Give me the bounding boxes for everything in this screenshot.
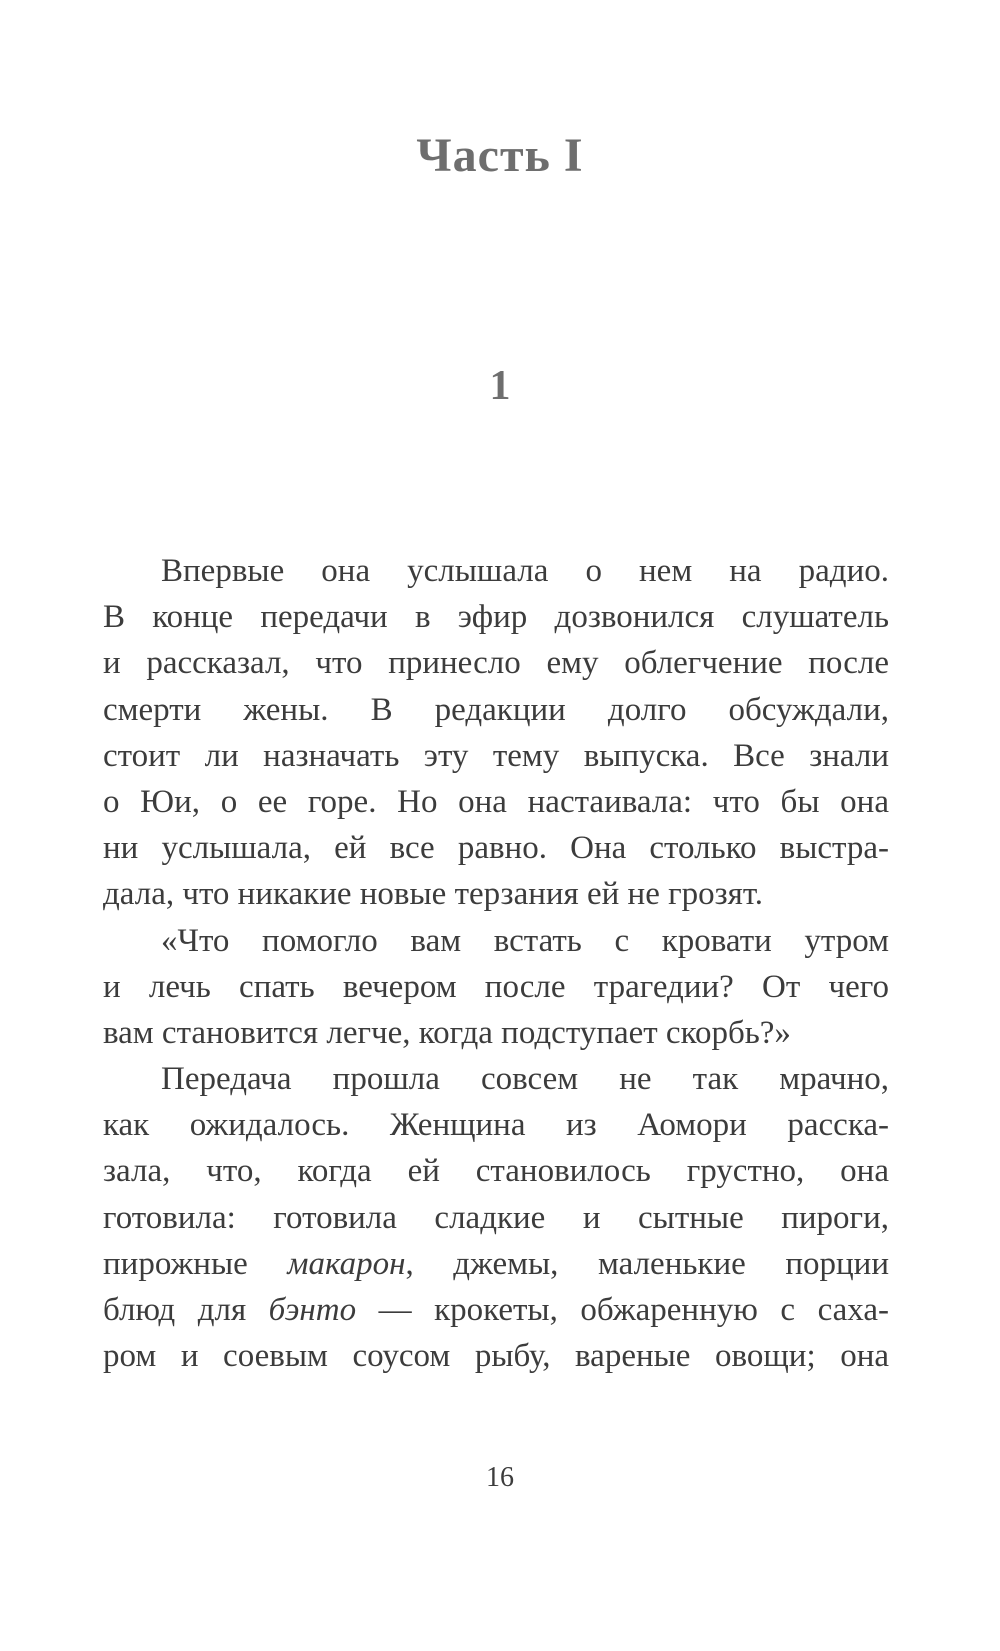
text-line: вам становится легче, когда подступает скорбь?» (103, 1014, 791, 1051)
text-line-mixed (103, 1241, 889, 1287)
page-number: 16 (486, 1462, 514, 1493)
paragraph-3 (103, 1056, 889, 1379)
text-run: , джемы, маленькие порции (405, 1245, 889, 1282)
part-title: Часть I (416, 129, 584, 182)
chapter-number: 1 (489, 363, 511, 409)
text-run: — крокеты, обжаренную с саха- (356, 1292, 889, 1328)
text-line: смерти жены. В редакции долго обсуждали, (103, 691, 889, 728)
text-line: В конце передачи в эфир дозвонился слушатель (103, 599, 889, 636)
text-run: блюд для (103, 1292, 269, 1328)
text-line: зала, что, когда ей становилось грустно, она (103, 1153, 889, 1190)
text-line: Передача прошла совсем не так мрачно, (161, 1061, 889, 1098)
text-line: «Что помогло вам встать с кровати утром (161, 922, 889, 959)
text-line: ни услышала, ей все равно. Она столько выстра- (103, 830, 889, 867)
paragraph-1 (103, 548, 889, 918)
italic-term: макарон (287, 1245, 406, 1282)
text-line: дала, что никакие новые терзания ей не грозят. (103, 876, 764, 913)
italic-term: бэнто (268, 1292, 357, 1328)
text-line: как ожидалось. Женщина из Аомори расска- (103, 1107, 889, 1144)
text-line: Впервые она услышала о нем на радио. (161, 553, 889, 589)
text-line: о Юи, о ее горе. Но она настаивала: что бы она (103, 783, 889, 820)
text-line: и рассказал, что принесло ему облегчение после (103, 645, 889, 682)
paragraph-2 (103, 918, 889, 1057)
text-line-mixed (103, 1287, 889, 1333)
text-line: ром и соевым соусом рыбу, вареные овощи; она (103, 1338, 889, 1375)
text-run: пирожные (103, 1245, 288, 1282)
text-line: и лечь спать вечером после трагедии? От чего (103, 968, 889, 1005)
body-text (103, 548, 889, 1379)
text-line: стоит ли назначать эту тему выпуска. Все знали (103, 737, 889, 774)
text-line: готовила: готовила сладкие и сытные пироги, (103, 1199, 889, 1236)
